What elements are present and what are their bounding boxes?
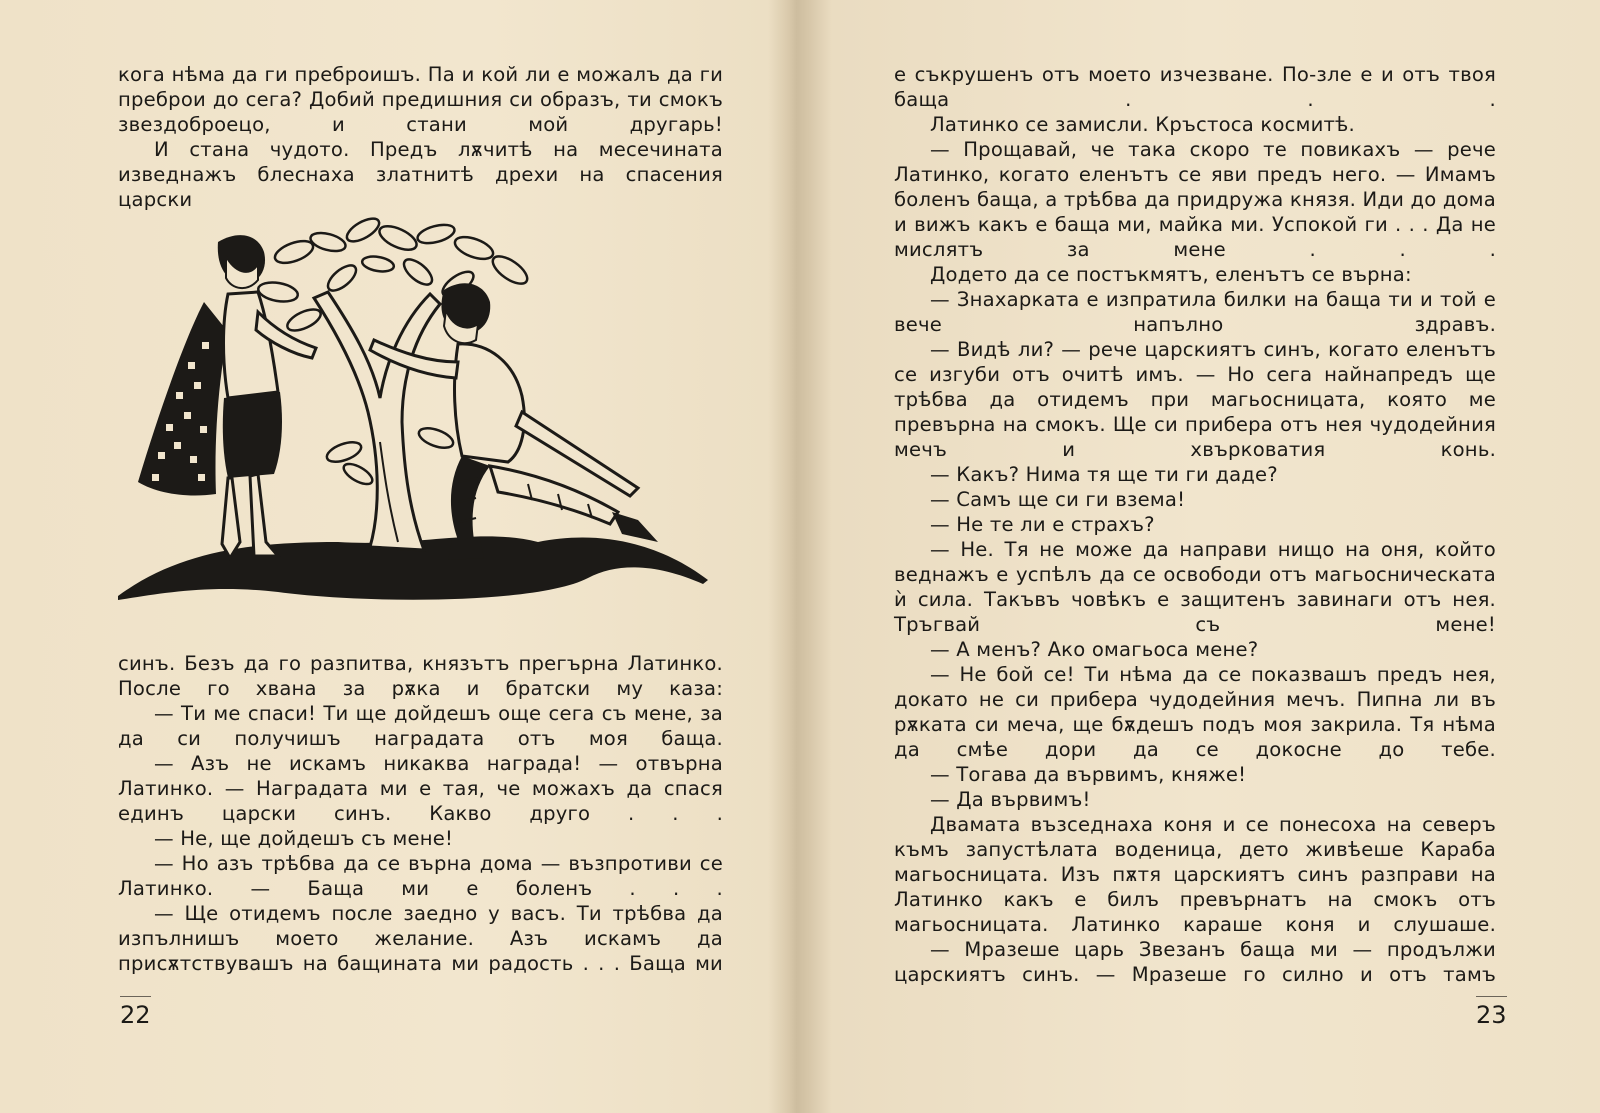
paragraph: — Тогава да вървимъ, княже! (930, 763, 1247, 786)
paragraph: — Самъ ще си ги взема! (930, 488, 1186, 511)
right-page (800, 0, 1600, 1113)
paragraph: — Не те ли е страхъ? (930, 513, 1155, 536)
paragraph: — А менъ? Ако омагьоса мене? (930, 638, 1259, 661)
paragraph: — Не, ще дойдешъ съ мене! (154, 827, 454, 850)
paragraph: е съкрушенъ отъ моето изчезване. По-зле е и отъ твоя баща . . . (894, 63, 1496, 111)
paragraph: Латинко се замисли. Кръстоса космитѣ. (930, 113, 1355, 136)
paragraph: — Ти ме спаси! Ти ще дойдешъ още сега съ мене, за да си получишъ наградата отъ моя баща. (118, 702, 723, 750)
paragraph: — Но азъ трѣбва да се върна дома — възпротиви се Латинко. — Баща ми е боленъ . . . (118, 852, 723, 900)
page-number: 22 (120, 1001, 151, 1029)
woodcut-illustration (118, 212, 723, 622)
paragraph: Додето да се постъкмятъ, еленътъ се върна: (930, 263, 1412, 286)
paragraph: кога нѣма да ги преброишъ. Па и кой ли е можалъ да ги преброи до сега? Добий предишния си образъ, ти смокъ звездоброецо, и стани мой другарь! (118, 63, 723, 136)
paragraph: — Не бой се! Ти нѣма да се показвашъ предъ нея, докато не си прибера чудодейния мечъ. Пипна ли въ рѫката си меча, ще бѫдешъ подъ моя закрила. Тя нѣма да смѣе дори да се докосне до тебе. (894, 663, 1496, 761)
paragraph: — Да вървимъ! (930, 788, 1091, 811)
paragraph: — Азъ не искамъ никаква награда! — отвърна Латинко. — Наградата ми е тая, че можахъ да спася единъ царски синъ. Какво друго . . . (118, 752, 723, 825)
paragraph: — Не. Тя не може да направи нищо на оня, който веднажъ е успѣлъ да се освободи отъ магьосническата ѝ сила. Такъвъ човѣкъ е защитенъ завинаги отъ нея. Тръгвай съ мене! (894, 538, 1496, 636)
paragraph: — Мразеше царь Звезанъ баща ми — продължи царскиятъ синъ. — Мразеше го силно и отъ тамъ (894, 938, 1496, 986)
paragraph: И стана чудото. Предъ лѫчитѣ на месечината изведнажъ блеснаха златнитѣ дрехи на спасения царски (118, 138, 723, 211)
paragraph: — Видѣ ли? — рече царскиятъ синъ, когато еленътъ се изгуби отъ очитѣ имъ. — Но сега найнапредъ ще трѣбва да отидемъ при магьосницата, която ме превърна на смокъ. Ще си прибера отъ нея чудодейния мечъ и хвърковатия конь. (894, 338, 1496, 461)
paragraph: — Знахарката е изпратила билки на баща ти и той е вече напълно здравъ. (894, 288, 1496, 336)
paragraph: Двамата възседнаха коня и се понесоха на северъ къмъ запустѣлата воденица, дето живѣеше Караба магьосницата. Изъ пѫтя царскиятъ синъ разправи на Латинко какъ е билъ превърнатъ на смокъ отъ магьосницата. Латинко караше коня и слушаше. (894, 813, 1496, 936)
paragraph: синъ. Безъ да го разпитва, князътъ прегърна Латинко. После го хвана за рѫка и братски му каза: (118, 652, 723, 700)
paragraph: — Ще отидемъ после заедно у васъ. Ти трѣбва да изпълнишъ моето желание. Азъ искамъ да присѫтствувашъ на бащината ми радость . . . Баща ми (118, 902, 723, 975)
paragraph: — Какъ? Нима тя ще ти ги даде? (930, 463, 1278, 486)
page-number: 23 (1476, 1001, 1507, 1029)
paragraph: — Прощавай, че така скоро те повикахъ — рече Латинко, когато еленътъ се яви предъ него. — Имамъ боленъ баща, а трѣбва да придружа князя. Иди до дома и вижъ какъ е баща ми, майка ми. Успокой ги . . . Да не мислятъ за мене . . . (894, 138, 1496, 261)
